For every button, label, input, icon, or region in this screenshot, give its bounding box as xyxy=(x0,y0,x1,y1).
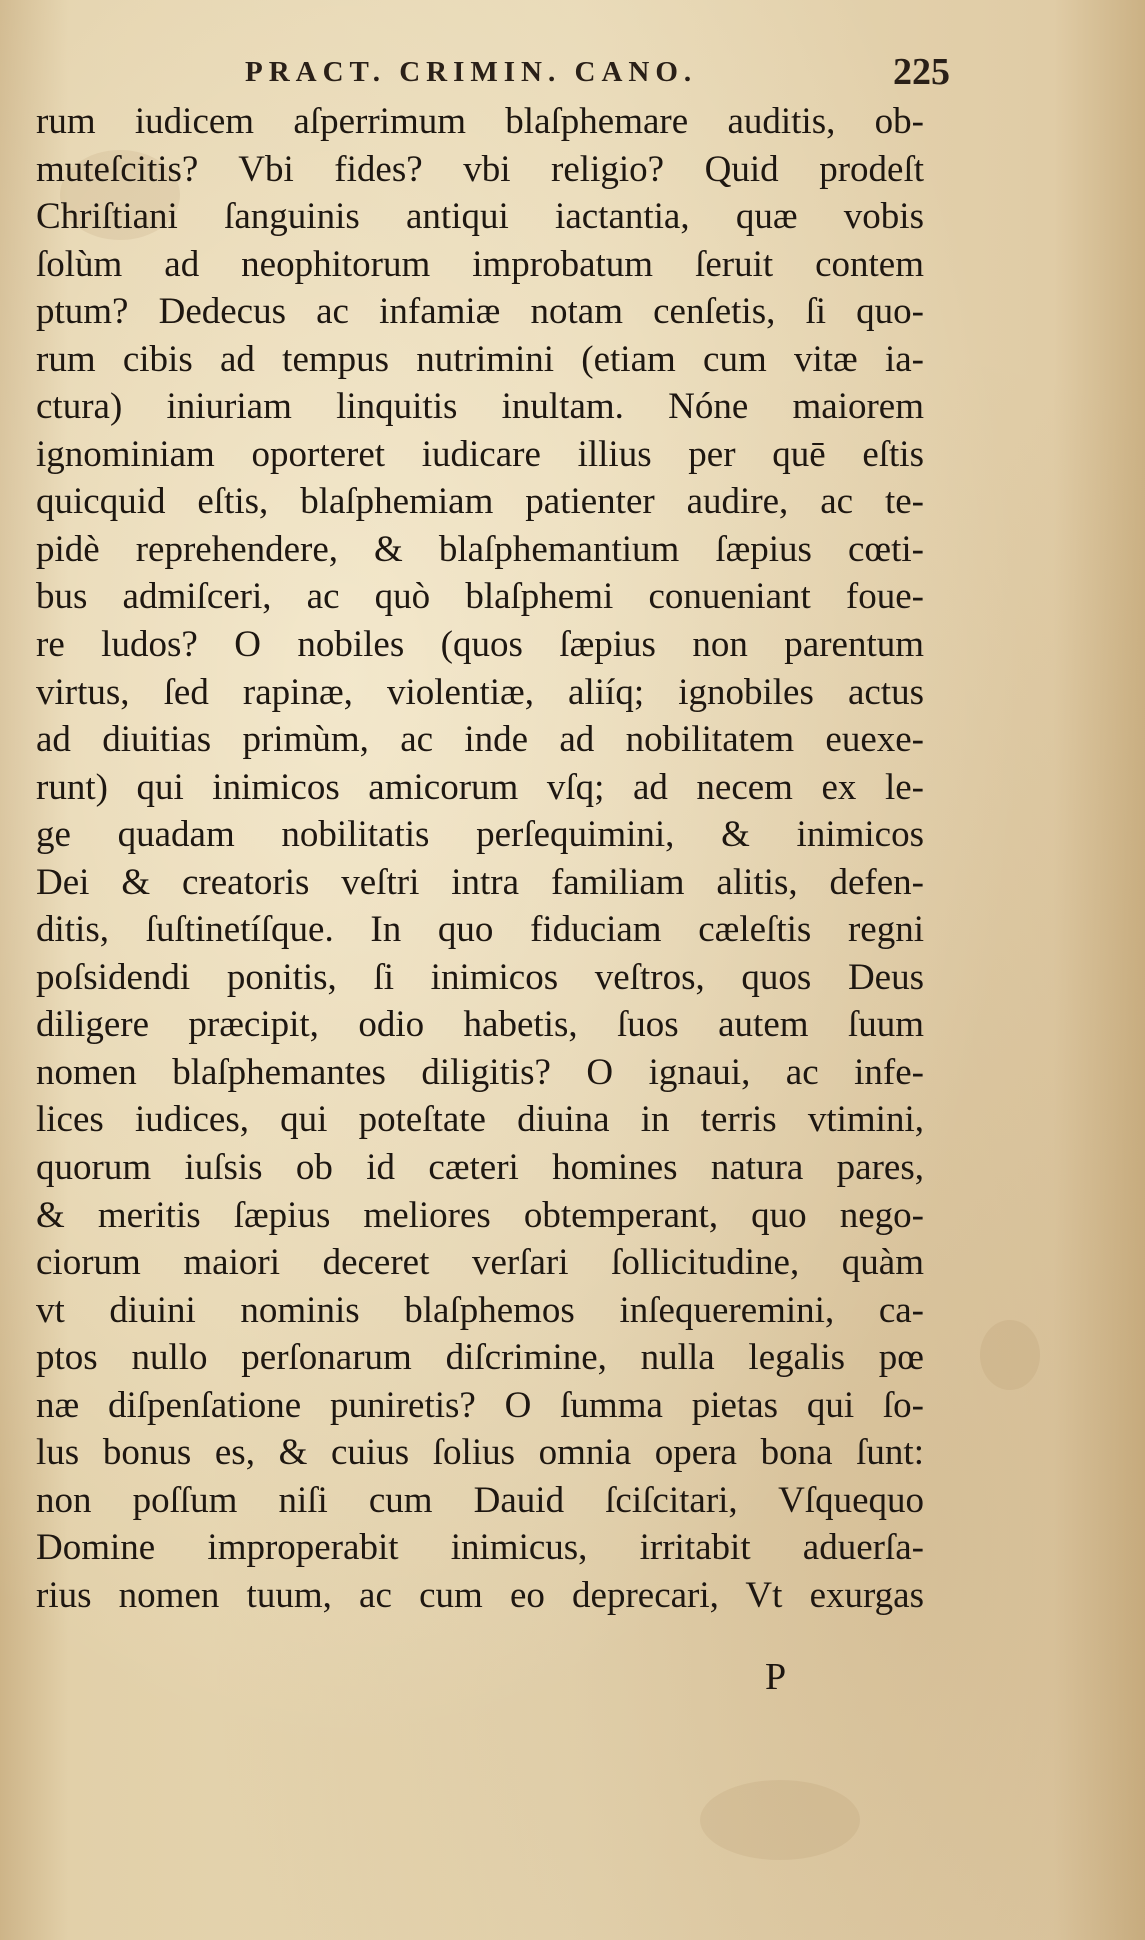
text-line: rum cibis ad tempus nutrimini (etiam cum vitæ ia- xyxy=(36,338,924,380)
paper-stain xyxy=(700,1780,860,1860)
text-line: nomen blaſphemantes diligitis? O ignaui, ac infe- xyxy=(36,1051,924,1093)
text-line: re ludos? O nobiles (quos ſæpius non parentum xyxy=(36,624,924,666)
page-number: 225 xyxy=(893,51,950,93)
text-line: rius nomen tuum, ac cum eo deprecari, Vt exurgas xyxy=(36,1574,924,1616)
paper-stain xyxy=(980,1320,1040,1390)
text-line: non poſſum niſi cum Dauid ſciſcitari, Vſquequo xyxy=(36,1479,924,1521)
text-line: ptum? Dedecus ac infamiæ notam cenſetis, ſi quo- xyxy=(36,291,924,333)
text-line: ſolùm ad neophitorum improbatum ſeruit contem xyxy=(36,243,924,285)
text-line: Dei & creatoris veſtri intra familiam alitis, defen- xyxy=(36,861,924,903)
text-line: runt) qui inimicos amicorum vſq; ad necem ex le- xyxy=(36,766,924,808)
text-line: ciorum maiori deceret verſari ſollicitudine, quàm xyxy=(36,1242,924,1284)
text-line: vt diuini nominis blaſphemos inſequeremini, ca- xyxy=(36,1289,924,1331)
text-line: pidè reprehendere, & blaſphemantium ſæpius cœti- xyxy=(36,528,924,570)
text-line: ge quadam nobilitatis perſequimini, & inimicos xyxy=(36,814,924,856)
text-line: ptos nullo perſonarum diſcrimine, nulla legalis pœ xyxy=(36,1337,924,1379)
text-line: quorum iuſsis ob id cæteri homines natura pares, xyxy=(36,1147,924,1189)
text-line: Domine improperabit inimicus, irritabit aduerſa- xyxy=(36,1527,924,1569)
running-head-title: PRACT. CRIMIN. CANO. xyxy=(245,56,698,88)
signature-mark: P xyxy=(765,1656,787,1698)
text-line: & meritis ſæpius meliores obtemperant, quo nego- xyxy=(36,1194,924,1236)
text-line: rum iudicem aſperrimum blaſphemare auditis, ob- xyxy=(36,101,924,142)
text-line: ignominiam oporteret iudicare illius per quē eſtis xyxy=(36,433,924,475)
text-line: lus bonus es, & cuius ſolius omnia opera bona ſunt: xyxy=(36,1432,924,1474)
running-head xyxy=(235,46,1035,96)
text-line: lices iudices, qui poteſtate diuina in terris vtimini, xyxy=(36,1099,924,1141)
text-line: ad diuitias primùm, ac inde ad nobilitatem euexe- xyxy=(36,719,924,761)
body-text xyxy=(36,98,924,1620)
text-line: diligere præcipit, odio habetis, ſuos autem ſuum xyxy=(36,1004,924,1046)
text-line: ditis, ſuſtinetíſque. In quo fiduciam cæleſtis regni xyxy=(36,909,924,951)
text-line: bus admiſceri, ac quò blaſphemi conueniant foue- xyxy=(36,576,924,618)
text-line: næ diſpenſatione puniretis? O ſumma pietas qui ſo- xyxy=(36,1384,924,1426)
text-line: quicquid eſtis, blaſphemiam patienter audire, ac te- xyxy=(36,481,924,523)
text-line: muteſcitis? Vbi fides? vbi religio? Quid prodeſt xyxy=(36,148,924,190)
text-line: virtus, ſed rapinæ, violentiæ, aliíq; ignobiles actus xyxy=(36,671,924,713)
text-line: Chriſtiani ſanguinis antiqui iactantia, quæ vobis xyxy=(36,196,924,238)
text-line: ctura) iniuriam linquitis inultam. Nóne maiorem xyxy=(36,386,924,428)
text-line: poſsidendi ponitis, ſi inimicos veſtros, quos Deus xyxy=(36,956,924,998)
